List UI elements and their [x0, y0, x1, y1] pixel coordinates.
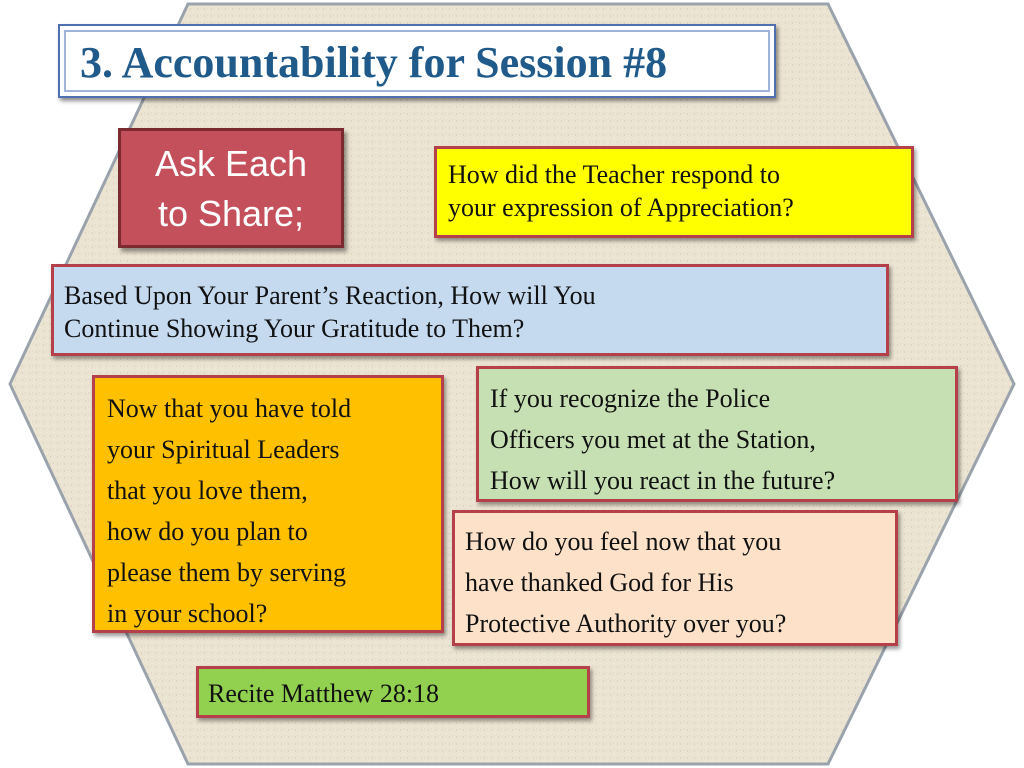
ask-box-line: Ask Each	[154, 143, 308, 184]
parents-question-box	[51, 264, 889, 356]
recite-text: Recite Matthew 28:18	[208, 679, 440, 708]
question-line: have thanked God for His	[465, 568, 734, 598]
title-box	[58, 24, 776, 98]
question-line: If you recognize the Police	[490, 384, 771, 413]
question-line: please them by serving	[107, 558, 346, 588]
question-line: in your school?	[107, 599, 268, 629]
page-title: 3. Accountability for Session #8	[80, 38, 668, 87]
ask-box-line: to Share;	[157, 193, 305, 235]
teacher-question-box	[434, 146, 914, 238]
question-line: your expression of Appreciation?	[448, 193, 794, 223]
question-line: Continue Showing Your Gratitude to Them?	[64, 314, 525, 344]
question-line: How did the Teacher respond to	[448, 160, 780, 189]
ask-each-to-share-box	[118, 128, 344, 248]
question-line: How will you react in the future?	[490, 466, 836, 496]
question-line: that you love them,	[107, 476, 308, 506]
question-line: Protective Authority over you?	[465, 609, 787, 639]
recite-scripture-box	[196, 666, 590, 718]
police-question-box	[476, 366, 958, 502]
question-line: Now that you have told	[107, 394, 352, 423]
question-line: how do you plan to	[107, 517, 308, 547]
question-line: Based Upon Your Parent’s Reaction, How will You	[64, 281, 596, 310]
question-line: How do you feel now that you	[465, 527, 782, 556]
question-line: Officers you met at the Station,	[490, 425, 816, 455]
god-question-box	[452, 510, 898, 646]
question-line: your Spiritual Leaders	[107, 435, 340, 465]
spiritual-leaders-question-box	[92, 375, 444, 633]
